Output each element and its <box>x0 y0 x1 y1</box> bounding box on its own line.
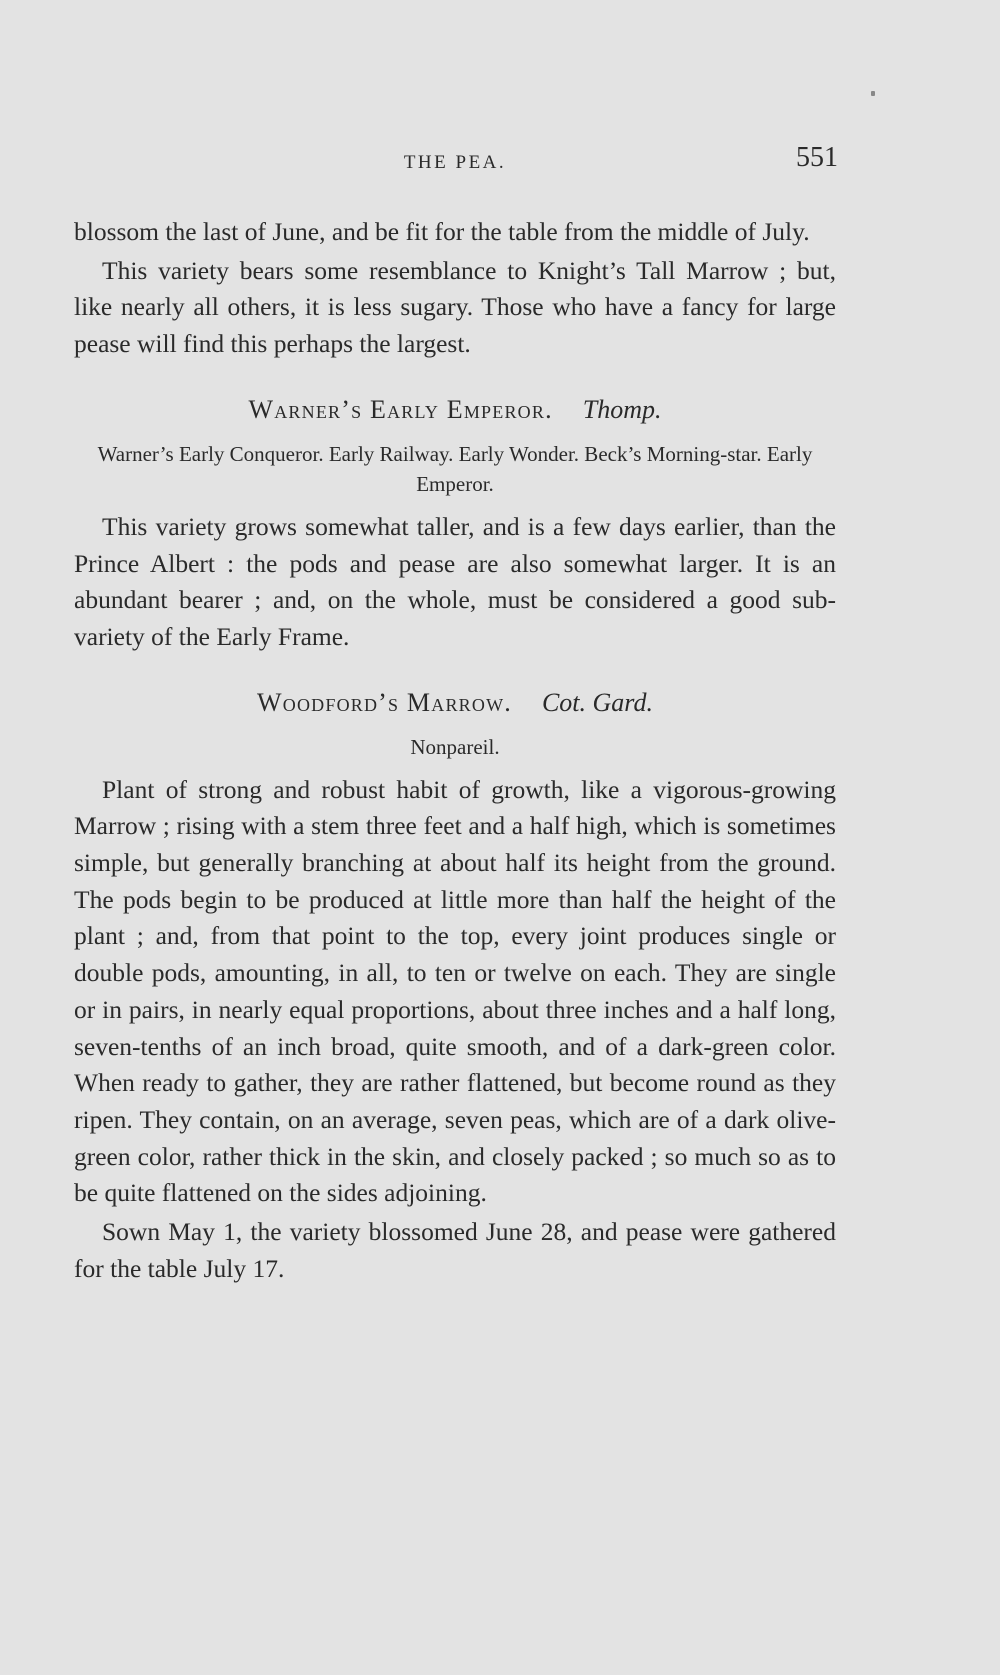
paragraph: Plant of strong and robust habit of growth, like a vigorous-growing Marrow ; rising with a stem three feet and a half high, which is sometimes simple, but generally branching at about half its height from the ground. The pods begin to be produced at little more than half the height of the plant ; and, from that point to the top, every joint produces single or double pods, amounting, in all, to ten or twelve on each. They are single or in pairs, in nearly equal proportions, about three inches and a half long, seven-tenths of an inch broad, quite smooth, and of a dark-green color. When ready to gather, they are rather flattened, but become round as they ripen. They contain, on an average, seven peas, which are of a dark olive-green color, rather thick in the skin, and closely packed ; so much so as to be quite flattened on the sides adjoining. <box>74 774 836 1208</box>
variety-heading-woodfords-marrow <box>74 686 836 720</box>
variety-name: Warner’s Early Emperor. <box>248 394 553 424</box>
page-number: 551 <box>796 142 838 173</box>
variety-synonyms: Warner’s Early Conqueror. Early Railway. Early Wonder. Beck’s Morning-star. Early Emperor. <box>97 441 813 496</box>
page-body <box>74 214 836 1289</box>
paragraph: This variety grows somewhat taller, and is a few days earlier, than the Prince Albert : the pods and pease are also somewhat larger. It is an abundant bearer ; and, on the whole, must be considered a good sub-variety of the Early Frame. <box>74 511 836 651</box>
paragraph: Sown May 1, the variety blossomed June 28, and pease were gathered for the table July 17. <box>74 1217 836 1283</box>
paragraph: blossom the last of June, and be fit for the table from the middle of July. <box>74 217 810 246</box>
paragraph: This variety bears some resemblance to Knight’s Tall Marrow ; but, like nearly all others, it is less sugary. Those who have a fancy for large pease will find this perhaps the largest. <box>74 255 836 359</box>
variety-name: Woodford’s Marrow. <box>257 687 512 717</box>
variety-authority: Thomp. <box>582 394 662 424</box>
variety-heading-warners-early-emperor <box>74 393 836 427</box>
running-title: THE PEA. <box>403 152 507 173</box>
variety-authority: Cot. Gard. <box>541 687 653 717</box>
variety-synonyms: Nonpareil. <box>410 734 500 759</box>
running-head <box>74 142 836 178</box>
paper-speck <box>871 91 875 96</box>
